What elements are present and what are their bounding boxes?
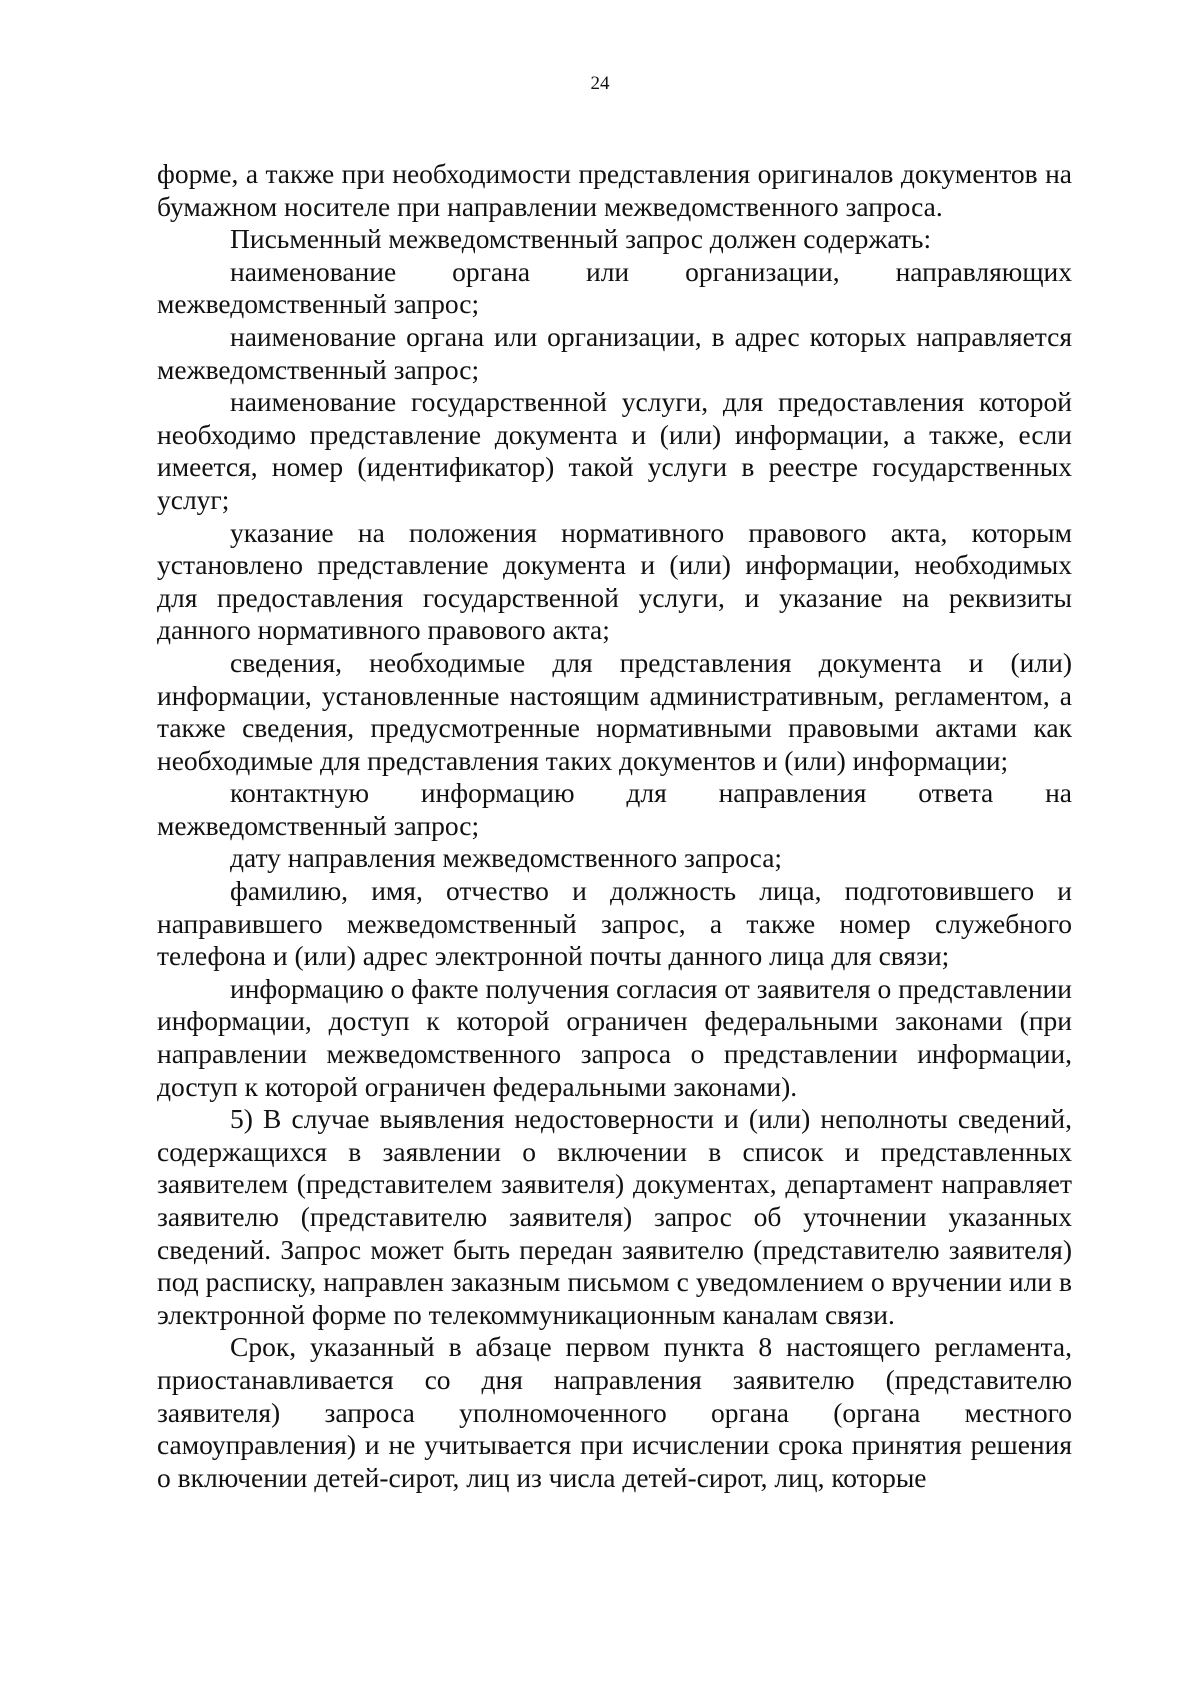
paragraph-term-suspension: Срок, указанный в абзаце первом пункта 8 настоящего регламента, приостанавливается со дня направления заявителю (представителю заявителя) запроса уполномоченного органа (органа местного самоуправления) и не учитывается при исчислении срока принятия решения о включении детей-сирот, лиц из числа детей-сирот, лиц, которые: [157, 1331, 1072, 1493]
paragraph-request-contents-intro: Письменный межведомственный запрос должен содержать:: [230, 223, 932, 255]
list-item-responsible-person: фамилию, имя, отчество и должность лица, подготовившего и направившего межведомственный запрос, а также номер служебного телефона и (или) адрес электронной почты данного лица для связи;: [157, 875, 1072, 972]
list-item-legal-act: указание на положения нормативного правового акта, которым установлено представление документа и (или) информации, необходимых для предоставления государственной услуги, и указание на реквизиты данного нормативного правового акта;: [157, 516, 1072, 646]
list-item-required-info: сведения, необходимые для представления документа и (или) информации, установленные настоящим административным, регламентом, а также сведения, предусмотренные нормативными правовыми актами как необходимые для представления таких документов и (или) информации;: [157, 646, 1072, 776]
list-item-service-name: наименование государственной услуги, для предоставления которой необходимо представление документа и (или) информации, а также, если имеется, номер (идентификатор) такой услуги в реестре государственных услуг;: [157, 386, 1072, 515]
page-number: 24: [590, 73, 610, 94]
list-item-request-date: дату направления межведомственного запроса;: [230, 842, 783, 874]
list-item-recipient-name: наименование органа или организации, в адрес которых направляется межведомственный запрос;: [157, 320, 1072, 385]
paragraph-continuation: форме, а также при необходимости представления оригиналов документов на бумажном носителе при направлении межведомственного запроса.: [157, 158, 1072, 222]
paragraph-clause-5: 5) В случае выявления недостоверности и (или) неполноты сведений, содержащихся в заявлении о включении в список и представленных заявителем (представителем заявителя) документах, департамент направляет заявителю (представителю заявителя) запрос об уточнении указанных сведений. Запрос может быть передан заявителю (представителю заявителя) под расписку, направлен заказным письмом с уведомлением о вручении или в электронной форме по телекоммуникационным каналам связи.: [157, 1103, 1072, 1330]
list-item-contact-info: контактную информацию для направления ответа на межведомственный запрос;: [157, 777, 1072, 841]
list-item-sender-name: наименование органа или организации, направляющих межведомственный запрос;: [157, 255, 1072, 320]
document-body: [157, 158, 1072, 1494]
list-item-consent-info: информацию о факте получения согласия от заявителя о представлении информации, доступ к которой ограничен федеральными законами (при направлении межведомственного запроса о представлении информации, доступ к которой ограничен федеральными законами).: [157, 972, 1072, 1102]
